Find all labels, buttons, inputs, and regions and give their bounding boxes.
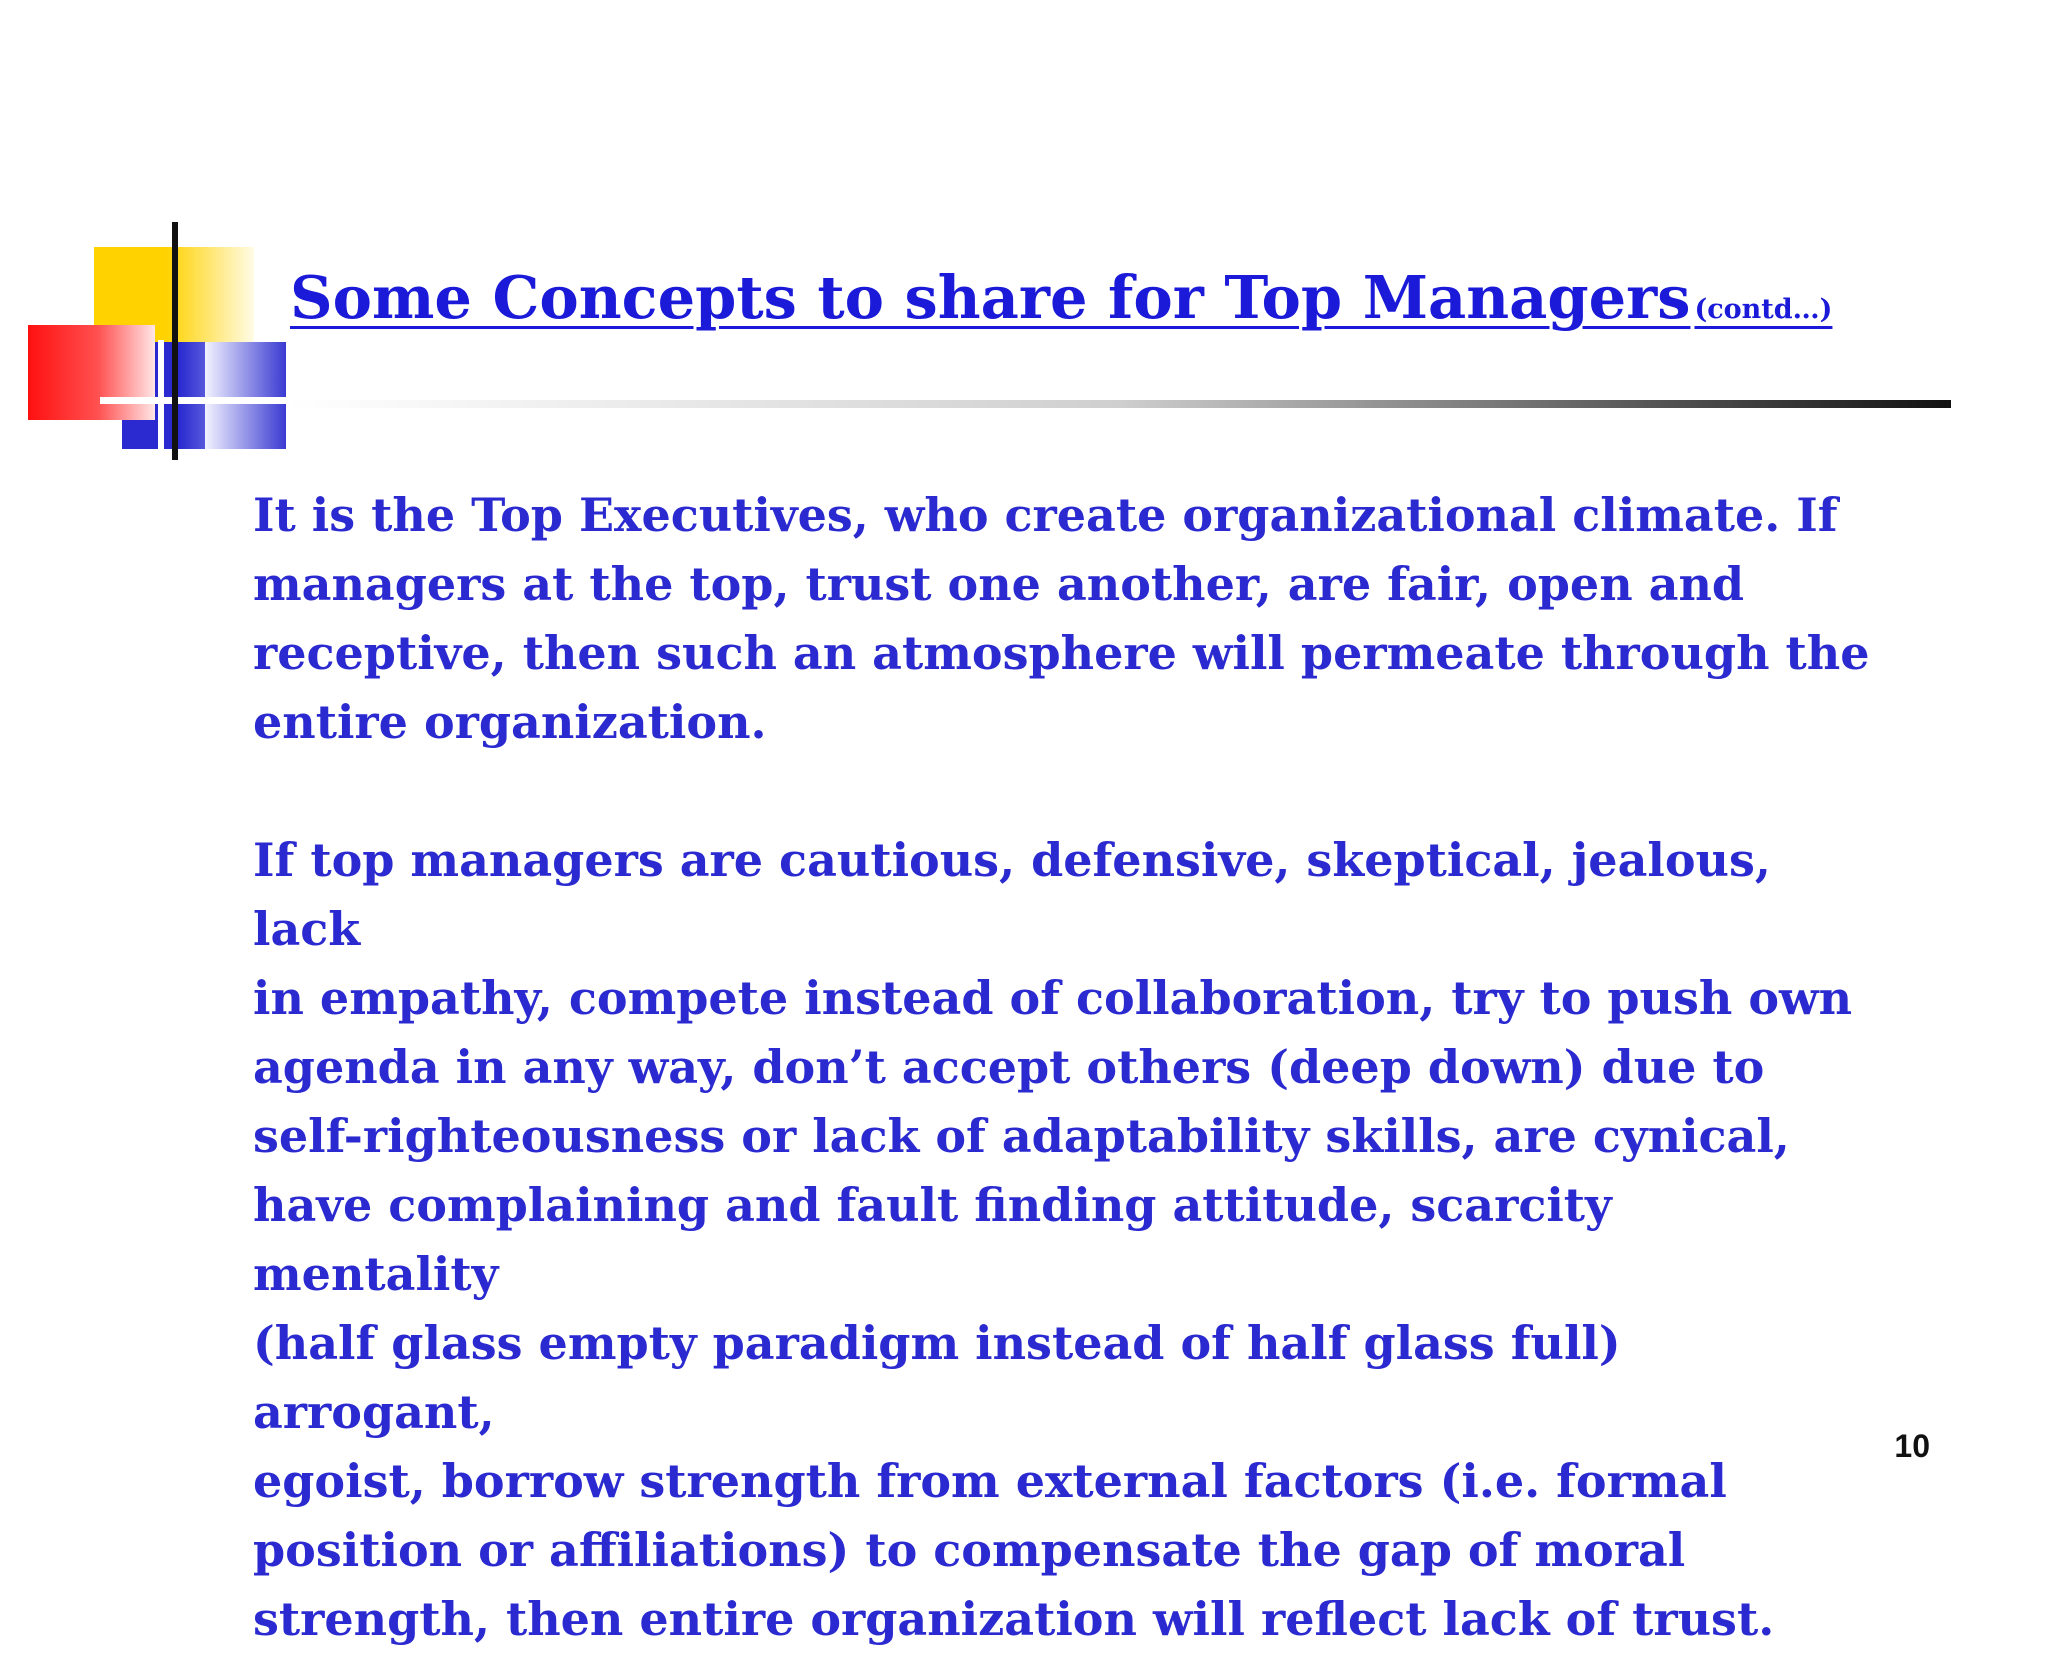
body-paragraph-2 [253,826,1873,1654]
slide-title-text: Some Concepts to share for Top Managers [290,263,1691,332]
body-paragraph-1 [253,481,1873,757]
body-line: strength, then entire organization will reflect lack of trust. [253,1592,1775,1646]
slide-title-suffix: (contd…) [1694,294,1833,325]
paragraph-spacer [253,757,1873,826]
body-line: receptive, then such an atmosphere will permeate through the [253,626,1870,680]
body-line: egoist, borrow strength from external factors (i.e. formal [253,1454,1727,1508]
body-line: entire organization. [253,695,767,749]
body-line: in empathy, compete instead of collaboration, try to push own [253,971,1853,1025]
body-line: agenda in any way, don’t accept others (deep down) due to [253,1040,1765,1094]
body-line: managers at the top, trust one another, are fair, open and [253,557,1745,611]
slide-body [253,481,1873,1654]
slide-title [290,258,1832,350]
body-line: If top managers are cautious, defensive, skeptical, jealous, lack [253,833,1771,956]
page-number: 10 [1894,1428,1930,1464]
body-line: self-righteousness or lack of adaptability skills, are cynical, [253,1109,1790,1163]
title-divider-line [286,400,1951,408]
body-line: It is the Top Executives, who create organizational climate. If [253,488,1838,542]
body-line: (half glass empty paradigm instead of half glass full) arrogant, [253,1316,1621,1439]
body-line: have complaining and fault finding attitude, scarcity mentality [253,1178,1612,1301]
red-square [28,325,155,420]
vertical-black-line [172,222,178,460]
body-line: position or affiliations) to compensate the gap of moral [253,1523,1686,1577]
